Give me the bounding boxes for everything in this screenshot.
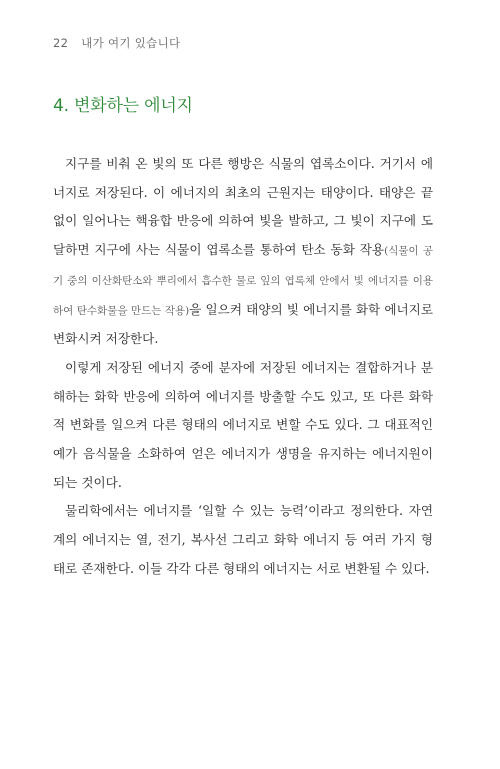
paragraph-1-text: 지구를 비춰 온 빛의 또 다른 행방은 식물의 엽록소이다. 거기서 에너지로 저장된다. 이 에너지의 최초의 근원지는 태양이다. 태양은 끝없이 일어나는 핵융합 반응에 의하여 빛을 발하고, 그 빛이 지구에 도달하면 지구에 사는 식물이 엽록소를 통하여 탄소 동화 작용: [53, 156, 433, 258]
paragraph-2: 이렇게 저장된 에너지 중에 분자에 저장된 에너지는 결합하거나 분해하는 화학 반응에 의하여 에너지를 방출할 수도 있고, 또 다른 화학적 변화를 일으켜 다른 형태의 에너지로 변할 수도 있다. 그 대표적인 예가 음식물을 소화하여 얻은 에너지가 생명을 유지하는 에너지원이 되는 것이다.: [53, 359, 433, 490]
body-text: [53, 150, 433, 584]
running-header: [53, 35, 180, 51]
book-title: 내가 여기 있습니다: [81, 36, 181, 50]
paragraph-1-note: (식물이 공기 중의 이산화탄소와 뿌리에서 흡수한 물로 잎의 엽록체 안에서 빛 에너지를 이용하여 탄수화물을 만드는 작용): [53, 245, 434, 317]
page-number: 22: [53, 36, 69, 50]
paragraph-1-text-end: 을 일으켜 태양의 빛 에너지를 화학 에너지로 변화시켜 저장한다.: [53, 301, 433, 347]
section-heading: 4. 변화하는 에너지: [53, 96, 193, 116]
paragraph-3: 물리학에서는 에너지를 ‘일할 수 있는 능력’이라고 정의한다. 자연계의 에너지는 열, 전기, 복사선 그리고 화학 에너지 등 여러 가지 형태로 존재한다. 이들 각각 다른 형태의 에너지는 서로 변환될 수 있다.: [53, 503, 433, 576]
paragraph-1: [53, 150, 433, 354]
